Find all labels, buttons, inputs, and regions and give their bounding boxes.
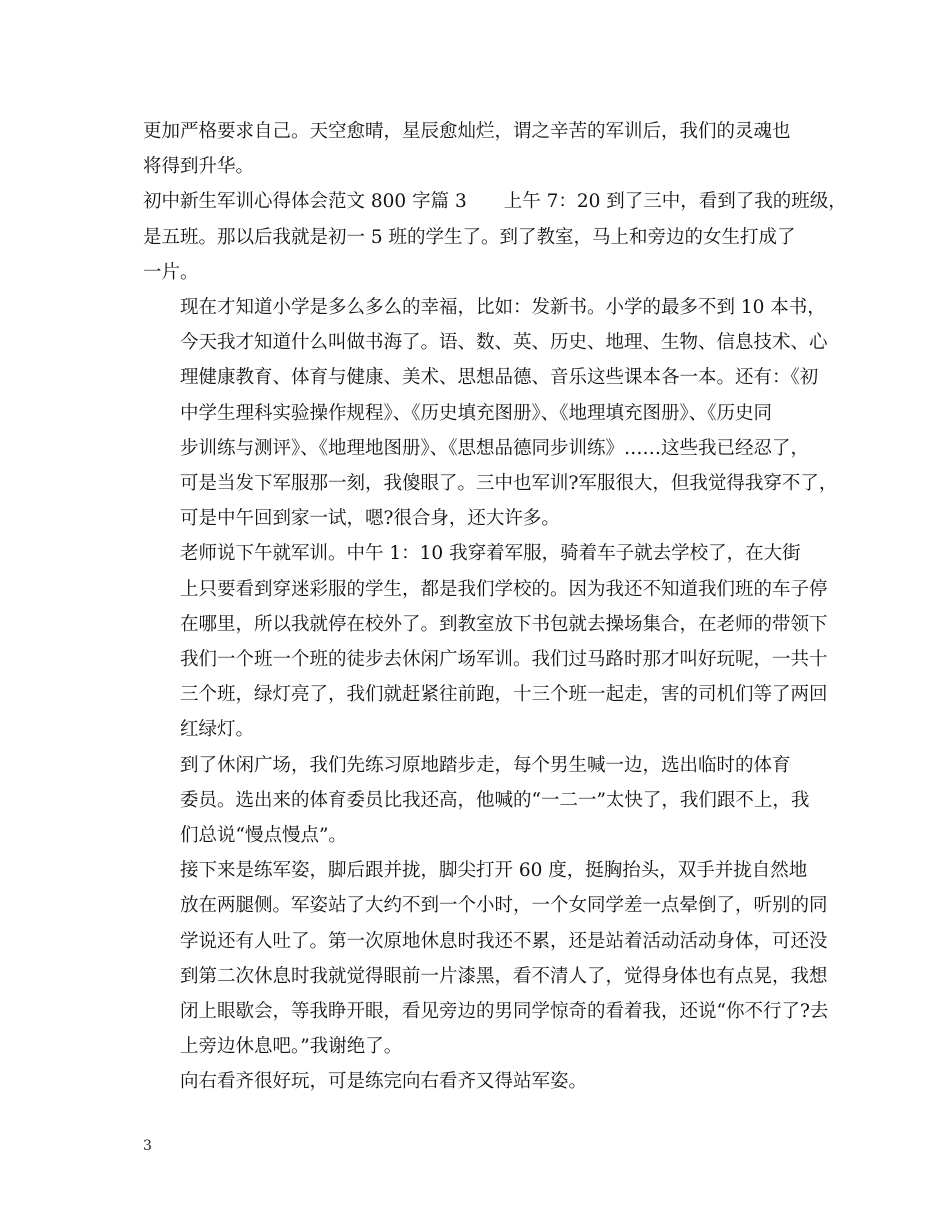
paragraph	[143, 184, 847, 290]
text-line: 三个班，绿灯亮了，我们就赶紧往前跑，十三个班一起走，害的司机们等了两回	[180, 684, 828, 706]
text-line: 是五班。那以后我就是初一 5 班的学生了。到了教室，马上和旁边的女生打成了	[143, 226, 796, 248]
text-line: 放在两腿侧。军姿站了大约不到一个小时，一个女同学差一点晕倒了，听别的同	[180, 895, 828, 917]
paragraph	[143, 1064, 811, 1099]
text-line: 中学生理科实验操作规程》、《历史填充图册》、《地理填充图册》、《历史同	[180, 402, 773, 424]
text-line: 我们一个班一个班的徒步去休闲广场军训。我们过马路时那才叫好玩呢，一共十	[180, 649, 828, 671]
text-line: 接下来是练军姿，脚后跟并拢，脚尖打开 60 度，挺胸抬头，双手并拢自然地	[180, 860, 808, 882]
text-line: 老师说下午就军训。中午 1：10 我穿着军服，骑着车子就去学校了，在大街	[180, 543, 801, 565]
text-line: 向右看齐很好玩，可是练完向右看齐又得站军姿。	[180, 1071, 588, 1093]
text-line: 到第二次休息时我就觉得眼前一片漆黑，看不清人了，觉得身体也有点晃，我想	[180, 965, 828, 987]
text-line: 红绿灯。	[180, 719, 255, 741]
paragraph	[143, 290, 838, 536]
text-line: 更加严格要求自己。天空愈晴，星辰愈灿烂，谓之辛苦的军训后，我们的灵魂也	[143, 121, 791, 142]
text-line: 理健康教育、体育与健康、美术、思想品德、音乐这些课本各一本。还有：《初	[180, 367, 819, 389]
text-line: 上旁边休息吧。”我谢绝了。	[180, 1036, 403, 1058]
paragraph	[143, 748, 811, 854]
text-line: 在哪里，所以我就停在校外了。到教室放下书包就去操场集合，在老师的带领下	[180, 613, 828, 635]
document-body	[143, 114, 847, 1100]
text-line: 委员。选出来的体育委员比我还高，他喊的“一二一”太快了，我们跟不上，我	[180, 789, 810, 811]
text-line: 将得到升华。	[143, 156, 255, 178]
text-line: 初中新生军训心得体会范文 800 字篇 3 上午 7：20 到了三中，看到了我的班级，	[143, 191, 847, 213]
text-line: 们总说“慢点慢点”。	[180, 825, 347, 847]
text-line: 步训练与测评》、《地理地图册》、《思想品德同步训练》……这些我已经忍了，	[180, 437, 810, 459]
text-line: 可是当发下军服那一刻，我傻眼了。三中也军训?军服很大，但我觉得我穿不了，	[180, 473, 838, 495]
text-line: 闭上眼歇会，等我睁开眼，看见旁边的男同学惊奇的看着我，还说“你不行了?去	[180, 1001, 829, 1023]
text-line: 学说还有人吐了。第一次原地休息时我还不累，还是站着活动活动身体，可还没	[180, 930, 828, 952]
paragraph	[143, 536, 828, 747]
paragraph	[143, 114, 811, 184]
text-line: 上只要看到穿迷彩服的学生，都是我们学校的。因为我还不知道我们班的车子停	[180, 578, 828, 600]
text-line: 可是中午回到家一试，嗯?很合身，还大许多。	[180, 508, 560, 530]
text-line: 一片。	[143, 261, 199, 283]
text-line: 现在才知道小学是多么多么的幸福，比如：发新书。小学的最多不到 10 本书，	[180, 297, 826, 319]
page-number: 3	[143, 1138, 152, 1154]
text-line: 今天我才知道什么叫做书海了。语、数、英、历史、地理、生物、信息技术、心	[180, 332, 828, 354]
text-line: 到了休闲广场，我们先练习原地踏步走，每个男生喊一边，选出临时的体育	[180, 754, 791, 776]
paragraph	[143, 853, 829, 1064]
